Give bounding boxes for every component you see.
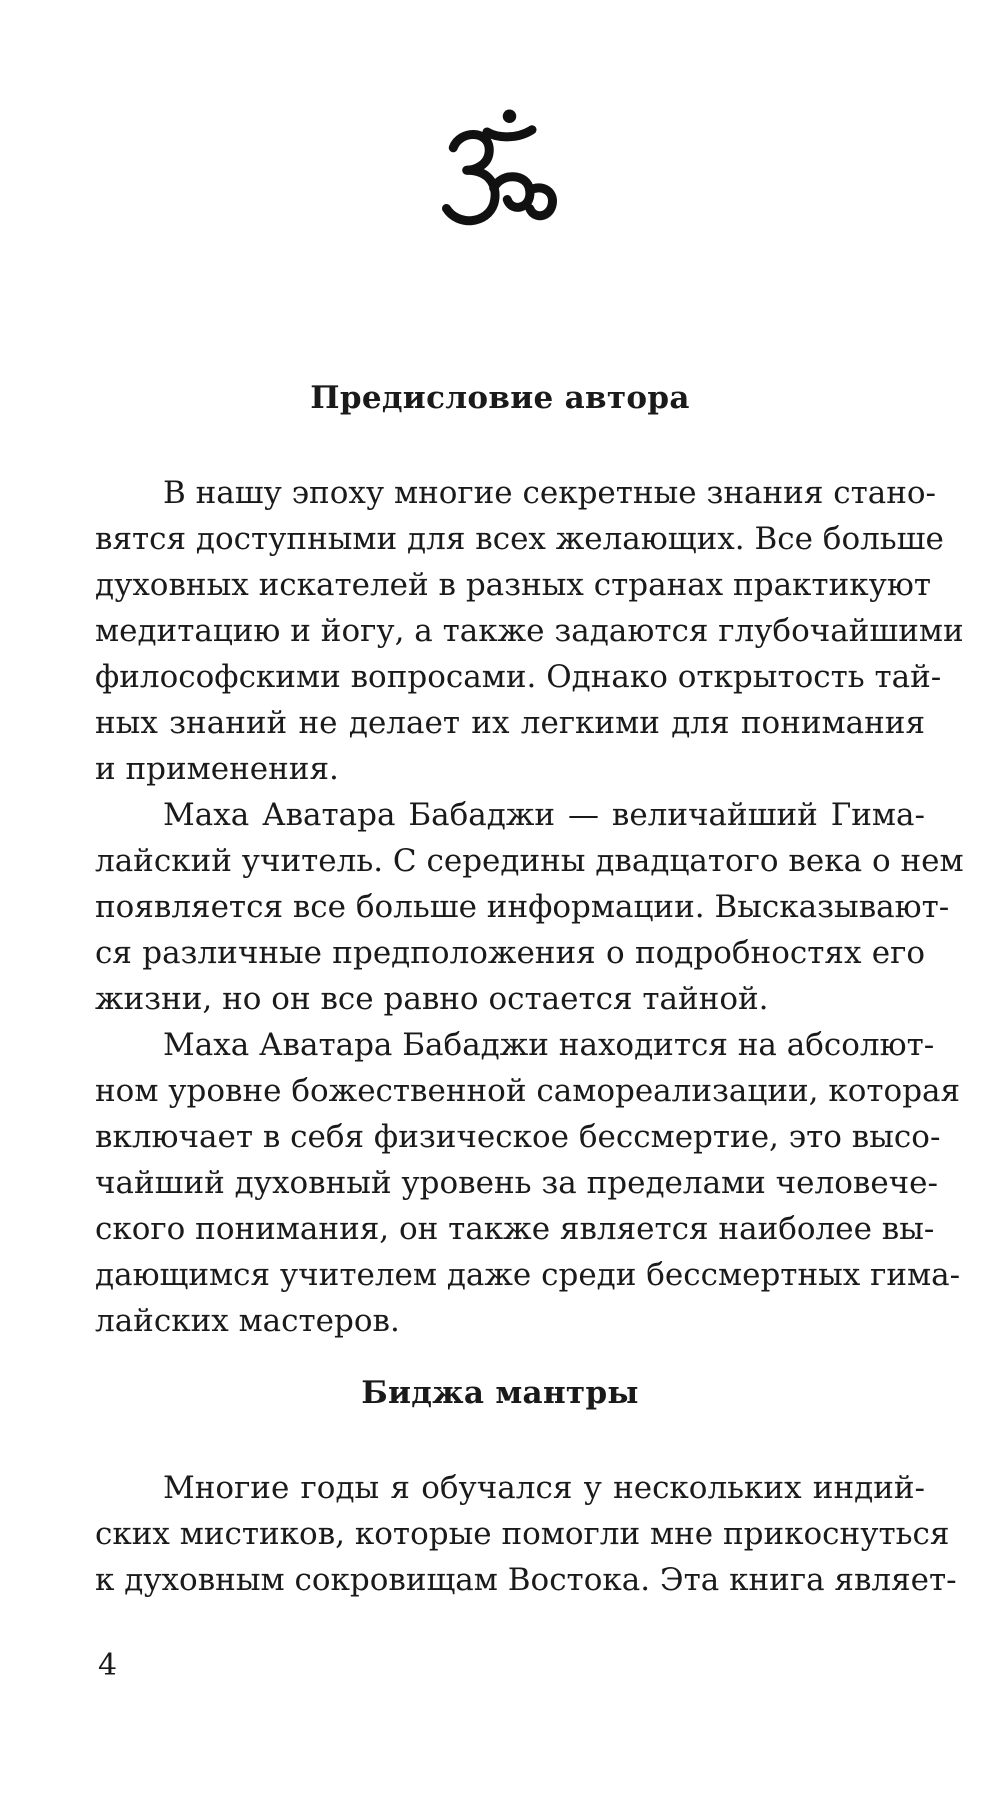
paragraph	[95, 470, 964, 792]
text-line: дающимся учителем даже среди бессмертных гима-	[95, 1257, 961, 1293]
text-line: ном уровне божественной самореализации, которая	[95, 1073, 961, 1109]
text-line: к духовным сокровищам Востока. Эта книга являет-	[95, 1562, 957, 1598]
paragraph	[95, 1022, 961, 1344]
text-line: вятся доступными для всех желающих. Все больше	[95, 521, 944, 557]
om-icon	[433, 105, 568, 240]
text-line: лайских мастеров.	[95, 1303, 400, 1339]
text-line: жизни, но он все равно остается тайной.	[95, 981, 769, 1017]
text-line: ных знаний не делает их легкими для понимания	[95, 705, 925, 741]
preface-text	[95, 470, 964, 1344]
section-title-preface: Предисловие автора	[310, 380, 690, 416]
text-line: ского понимания, он также является наиболее вы-	[95, 1211, 935, 1247]
text-line: В нашу эпоху многие секретные знания стано-	[163, 475, 937, 511]
text-line: чайший духовный уровень за пределами человече-	[95, 1165, 938, 1201]
paragraph	[95, 792, 964, 1022]
paragraph	[95, 1465, 957, 1603]
text-line: ских мистиков, которые помогли мне прикоснуться	[95, 1516, 950, 1552]
text-line: появляется все больше информации. Высказывают-	[95, 889, 950, 925]
text-line: философскими вопросами. Однако открытость тай-	[95, 659, 942, 695]
text-line: ся различные предположения о подробностях его	[95, 935, 925, 971]
bija-mantras-text	[95, 1465, 957, 1603]
text-line: включает в себя физическое бессмертие, это высо-	[95, 1119, 941, 1155]
text-line: Маха Аватара Бабаджи находится на абсолют-	[163, 1027, 935, 1063]
om-symbol	[0, 105, 1000, 244]
text-line: лайский учитель. С середины двадцатого века о нем	[95, 843, 964, 879]
text-line: и применения.	[95, 751, 339, 787]
section-title-bija-mantras: Биджа мантры	[361, 1375, 639, 1411]
text-line: медитацию и йогу, а также задаются глубочайшими	[95, 613, 964, 649]
text-line: духовных искателей в разных странах практикуют	[95, 567, 931, 603]
page-number: 4	[98, 1648, 118, 1683]
text-line: Многие годы я обучался у нескольких индий-	[163, 1470, 925, 1506]
text-line: Маха Аватара Бабаджи — величайший Гима-	[163, 797, 925, 833]
